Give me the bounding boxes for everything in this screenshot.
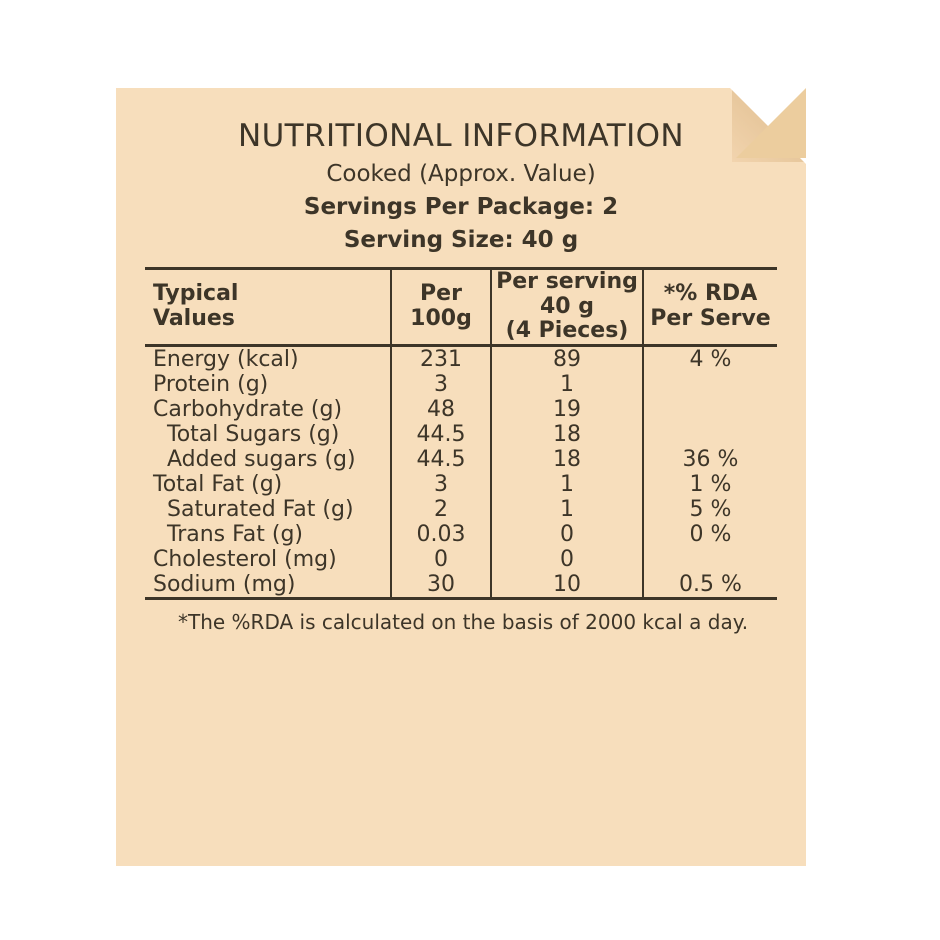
nutrient-label: Carbohydrate (g) xyxy=(153,396,343,422)
header-per-100g: Per 100g xyxy=(391,269,491,346)
value-rda: 4 % xyxy=(643,345,777,372)
nutrition-table xyxy=(145,267,777,600)
value-per-100g: 3 xyxy=(391,472,491,497)
table-row xyxy=(145,547,777,572)
nutrient-label: Sodium (mg) xyxy=(145,572,391,599)
nutrition-table-body xyxy=(145,269,777,599)
value-per-serving: 18 xyxy=(491,422,643,447)
value-rda: 0 % xyxy=(643,522,777,547)
value-per-100g: 231 xyxy=(391,345,491,372)
value-per-serving: 1 xyxy=(491,472,643,497)
value-per-100g: 48 xyxy=(391,397,491,422)
value-per-100g: 0.03 xyxy=(391,522,491,547)
subtitle-cooked: Cooked (Approx. Value) xyxy=(326,161,596,187)
nutrient-label: Trans Fat (g) xyxy=(167,521,303,547)
nutrient-label: Cholesterol (mg) xyxy=(153,546,337,572)
header-rda-per-serve: *% RDA Per Serve xyxy=(643,269,777,346)
table-row xyxy=(145,522,777,547)
table-row xyxy=(145,472,777,497)
subtitle-servings-per-package: Servings Per Package: 2 xyxy=(303,194,619,220)
value-rda xyxy=(643,547,777,572)
value-per-serving: 18 xyxy=(491,447,643,472)
table-row xyxy=(145,447,777,472)
table-row xyxy=(145,397,777,422)
value-per-serving: 1 xyxy=(491,372,643,397)
table-row xyxy=(145,345,777,372)
header-typical-values: Typical Values xyxy=(145,269,391,346)
value-per-100g: 44.5 xyxy=(391,422,491,447)
value-per-serving: 0 xyxy=(491,547,643,572)
value-rda: 5 % xyxy=(643,497,777,522)
value-per-serving: 19 xyxy=(491,397,643,422)
value-per-100g: 3 xyxy=(391,372,491,397)
table-row xyxy=(145,497,777,522)
value-rda: 0.5 % xyxy=(643,572,777,599)
table-row xyxy=(145,572,777,599)
value-per-serving: 1 xyxy=(491,497,643,522)
value-per-100g: 2 xyxy=(391,497,491,522)
value-per-100g: 30 xyxy=(391,572,491,599)
table-row xyxy=(145,372,777,397)
subtitle-serving-size: Serving Size: 40 g xyxy=(343,227,579,253)
nutrient-label: Energy (kcal) xyxy=(153,346,299,372)
value-rda: 36 % xyxy=(643,447,777,472)
value-per-100g: 44.5 xyxy=(391,447,491,472)
value-rda: 1 % xyxy=(643,472,777,497)
nutrition-label-panel xyxy=(116,88,806,866)
table-row xyxy=(145,422,777,447)
value-rda xyxy=(643,397,777,422)
value-per-serving: 0 xyxy=(491,522,643,547)
page-title: NUTRITIONAL INFORMATION xyxy=(237,118,684,154)
nutrient-label: Protein (g) xyxy=(153,371,269,397)
nutrient-label: Total Fat (g) xyxy=(153,471,283,497)
value-per-serving: 89 xyxy=(491,345,643,372)
rda-footnote: *The %RDA is calculated on the basis of 2000 kcal a day. xyxy=(178,609,749,634)
header-per-serving: Per serving 40 g (4 Pieces) xyxy=(491,269,643,346)
table-header-row xyxy=(145,269,777,346)
nutrient-label: Added sugars (g) xyxy=(167,446,356,472)
value-per-serving: 10 xyxy=(491,572,643,599)
value-per-100g: 0 xyxy=(391,547,491,572)
value-rda xyxy=(643,372,777,397)
value-rda xyxy=(643,422,777,447)
nutrient-label: Saturated Fat (g) xyxy=(167,496,354,522)
nutrient-label: Total Sugars (g) xyxy=(167,421,340,447)
